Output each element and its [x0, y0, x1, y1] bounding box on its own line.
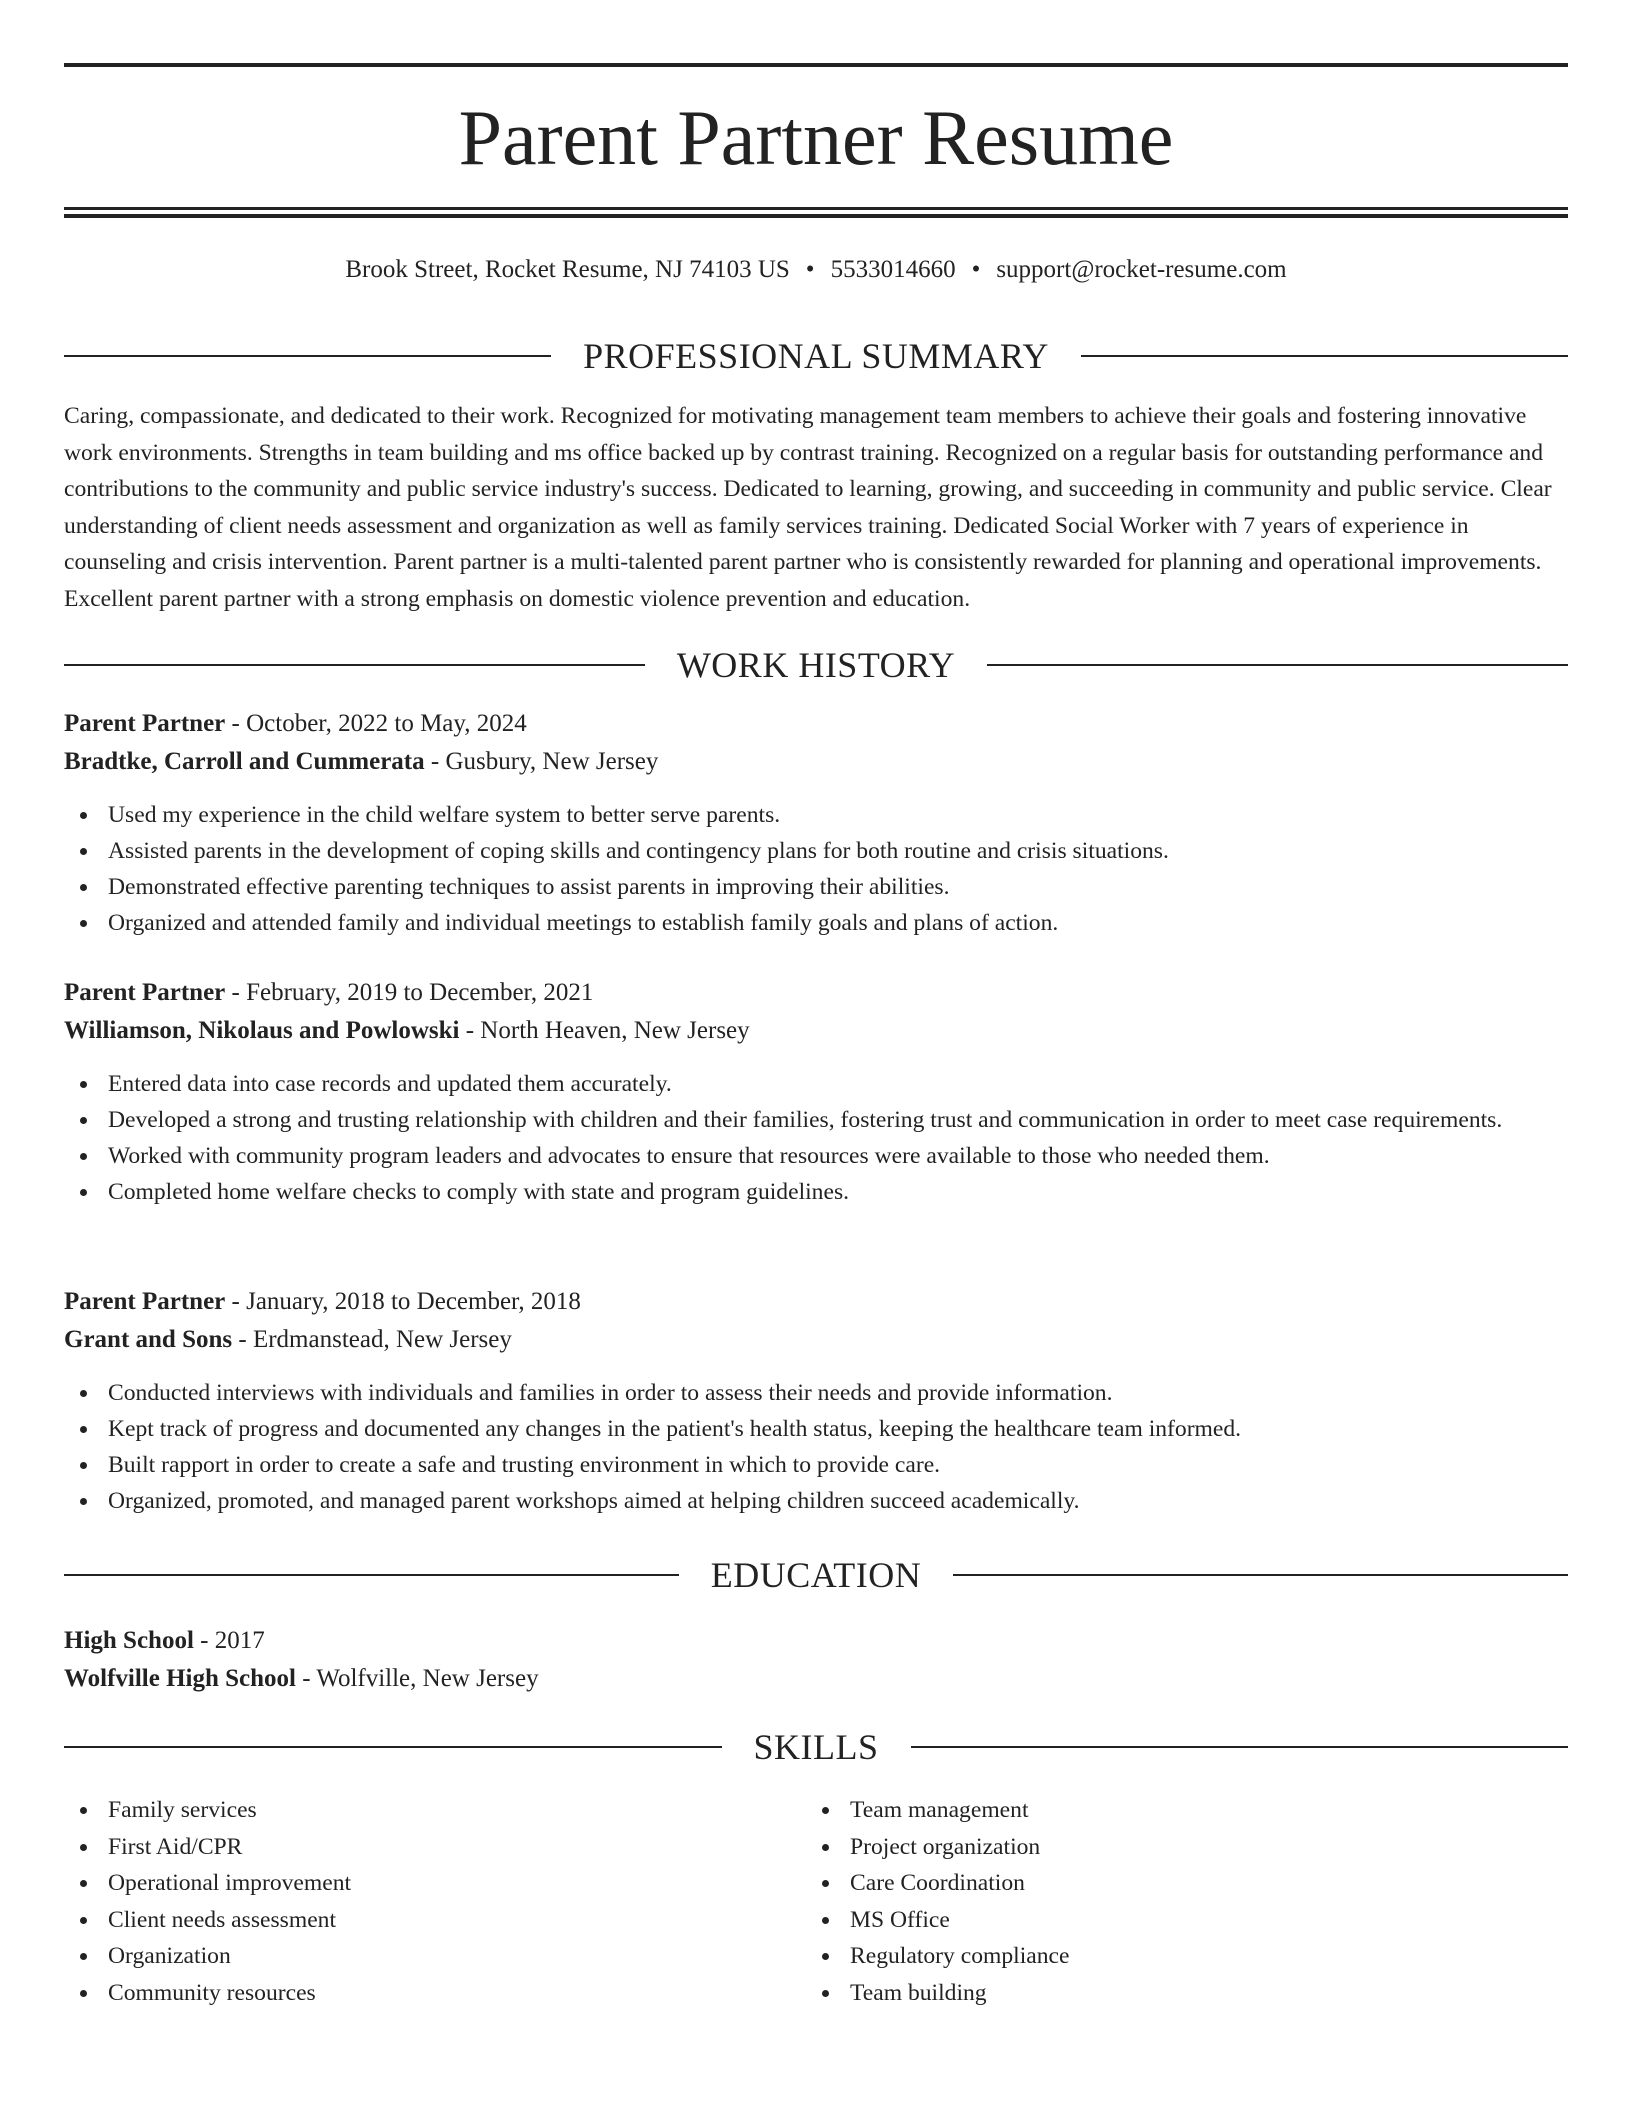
job-title-line: [64, 1283, 1568, 1321]
skill-item: Family services: [64, 1792, 806, 1829]
list-item: Organized and attended family and individual meetings to establish family goals and plans of action.: [64, 905, 1568, 941]
skill-item: First Aid/CPR: [64, 1829, 806, 1866]
education-school-line: [64, 1660, 1568, 1698]
job-location: - Gusbury, New Jersey: [424, 748, 659, 775]
heading-rule: [1081, 355, 1568, 357]
skill-item: Organization: [64, 1938, 806, 1975]
contact-separator: •: [805, 256, 815, 283]
skills-list: [64, 1792, 806, 2012]
list-item: Organized, promoted, and managed parent workshops aimed at helping children succeed academically.: [64, 1483, 1568, 1519]
section-title: WORK HISTORY: [676, 645, 956, 685]
job-company-line: [64, 743, 1568, 781]
job-bullets: [64, 1066, 1568, 1210]
job-bullets: [64, 1375, 1568, 1519]
job-company: Williamson, Nikolaus and Powlowski: [64, 1017, 460, 1044]
heading-rule: [64, 1574, 679, 1576]
job-title-line: [64, 974, 1568, 1012]
skill-item: Operational improvement: [64, 1865, 806, 1902]
skill-item: Team building: [806, 1975, 1548, 2012]
list-item: Entered data into case records and updated them accurately.: [64, 1066, 1568, 1102]
job-entry: [64, 705, 1568, 941]
heading-rule: [911, 1746, 1569, 1748]
contact-line: [64, 254, 1568, 286]
title-double-rule: [64, 207, 1568, 218]
contact-separator: •: [971, 256, 981, 283]
list-item: Kept track of progress and documented any changes in the patient's health status, keeping the healthcare team informed.: [64, 1411, 1568, 1447]
heading-rule: [64, 1746, 722, 1748]
section-heading-education: [64, 1555, 1568, 1595]
skill-item: Care Coordination: [806, 1865, 1548, 1902]
contact-phone: 5533014660: [830, 256, 956, 283]
skills-grid: [64, 1792, 1568, 2012]
section-title: SKILLS: [753, 1727, 879, 1767]
list-item: Built rapport in order to create a safe and trusting environment in which to provide care.: [64, 1447, 1568, 1483]
education-degree: High School: [64, 1627, 194, 1654]
section-heading-summary: [64, 336, 1568, 376]
skill-item: Project organization: [806, 1829, 1548, 1866]
job-dates: - January, 2018 to December, 2018: [225, 1288, 581, 1315]
job-location: - North Heaven, New Jersey: [459, 1017, 750, 1044]
contact-email: support@rocket-resume.com: [996, 256, 1287, 283]
job-dates: - February, 2019 to December, 2021: [225, 979, 594, 1006]
heading-rule: [953, 1574, 1568, 1576]
job-title: Parent Partner: [64, 710, 226, 737]
list-item: Assisted parents in the development of coping skills and contingency plans for both routine and crisis situations.: [64, 833, 1568, 869]
contact-address: Brook Street, Rocket Resume, NJ 74103 US: [345, 256, 790, 283]
job-company: Grant and Sons: [64, 1326, 233, 1353]
education-school: Wolfville High School: [64, 1665, 296, 1692]
list-item: Conducted interviews with individuals and families in order to assess their needs and provide information.: [64, 1375, 1568, 1411]
list-item: Worked with community program leaders and advocates to ensure that resources were available to those who needed them.: [64, 1138, 1568, 1174]
skill-item: Regulatory compliance: [806, 1938, 1548, 1975]
job-bullets: [64, 797, 1568, 941]
job-title: Parent Partner: [64, 1288, 226, 1315]
skill-item: Client needs assessment: [64, 1902, 806, 1939]
skill-item: Community resources: [64, 1975, 806, 2012]
list-item: Used my experience in the child welfare system to better serve parents.: [64, 797, 1568, 833]
section-title: PROFESSIONAL SUMMARY: [583, 336, 1049, 376]
skills-column-right: [806, 1792, 1548, 2012]
resume-title: Parent Partner Resume: [458, 94, 1174, 181]
heading-rule: [64, 664, 645, 666]
job-dates: - October, 2022 to May, 2024: [225, 710, 527, 737]
education-entry: [64, 1622, 1568, 1698]
education-degree-line: [64, 1622, 1568, 1660]
skill-item: MS Office: [806, 1902, 1548, 1939]
job-entry: [64, 1283, 1568, 1519]
job-company: Bradtke, Carroll and Cummerata: [64, 748, 425, 775]
education-year: - 2017: [193, 1627, 265, 1654]
skill-item: Team management: [806, 1792, 1548, 1829]
summary-paragraph: Caring, compassionate, and dedicated to their work. Recognized for motivating management team members to achieve their goals and fostering innovative work environments. Strengths in team building and ms office backed up by contrast training. Recognized on a regular basis for outstanding performance and contributions to the community and public service industry's success. Dedicated to learning, growing, and succeeding in community and public service. Clear understanding of client needs assessment and organization as well as family services training. Dedicated Social Worker with 7 years of experience in counseling and crisis intervention. Parent partner is a multi-talented parent partner who is consistently rewarded for planning and operational improvements. Excellent parent partner with a strong emphasis on domestic violence prevention and education.: [64, 403, 1552, 612]
job-entry: [64, 974, 1568, 1210]
section-heading-skills: [64, 1727, 1568, 1767]
job-title: Parent Partner: [64, 979, 226, 1006]
section-title: EDUCATION: [710, 1555, 922, 1595]
heading-rule: [64, 355, 551, 357]
list-item: Demonstrated effective parenting techniques to assist parents in improving their abilities.: [64, 869, 1568, 905]
education-location: - Wolfville, New Jersey: [295, 1665, 539, 1692]
skills-list: [806, 1792, 1548, 2012]
section-heading-work-history: [64, 645, 1568, 685]
top-rule: [64, 63, 1568, 67]
list-item: Completed home welfare checks to comply with state and program guidelines.: [64, 1174, 1568, 1210]
job-company-line: [64, 1012, 1568, 1050]
skills-column-left: [64, 1792, 806, 2012]
heading-rule: [987, 664, 1568, 666]
job-location: - Erdmanstead, New Jersey: [232, 1326, 512, 1353]
job-company-line: [64, 1321, 1568, 1359]
job-title-line: [64, 705, 1568, 743]
list-item: Developed a strong and trusting relationship with children and their families, fostering trust and communication in order to meet case requirements.: [64, 1102, 1568, 1138]
